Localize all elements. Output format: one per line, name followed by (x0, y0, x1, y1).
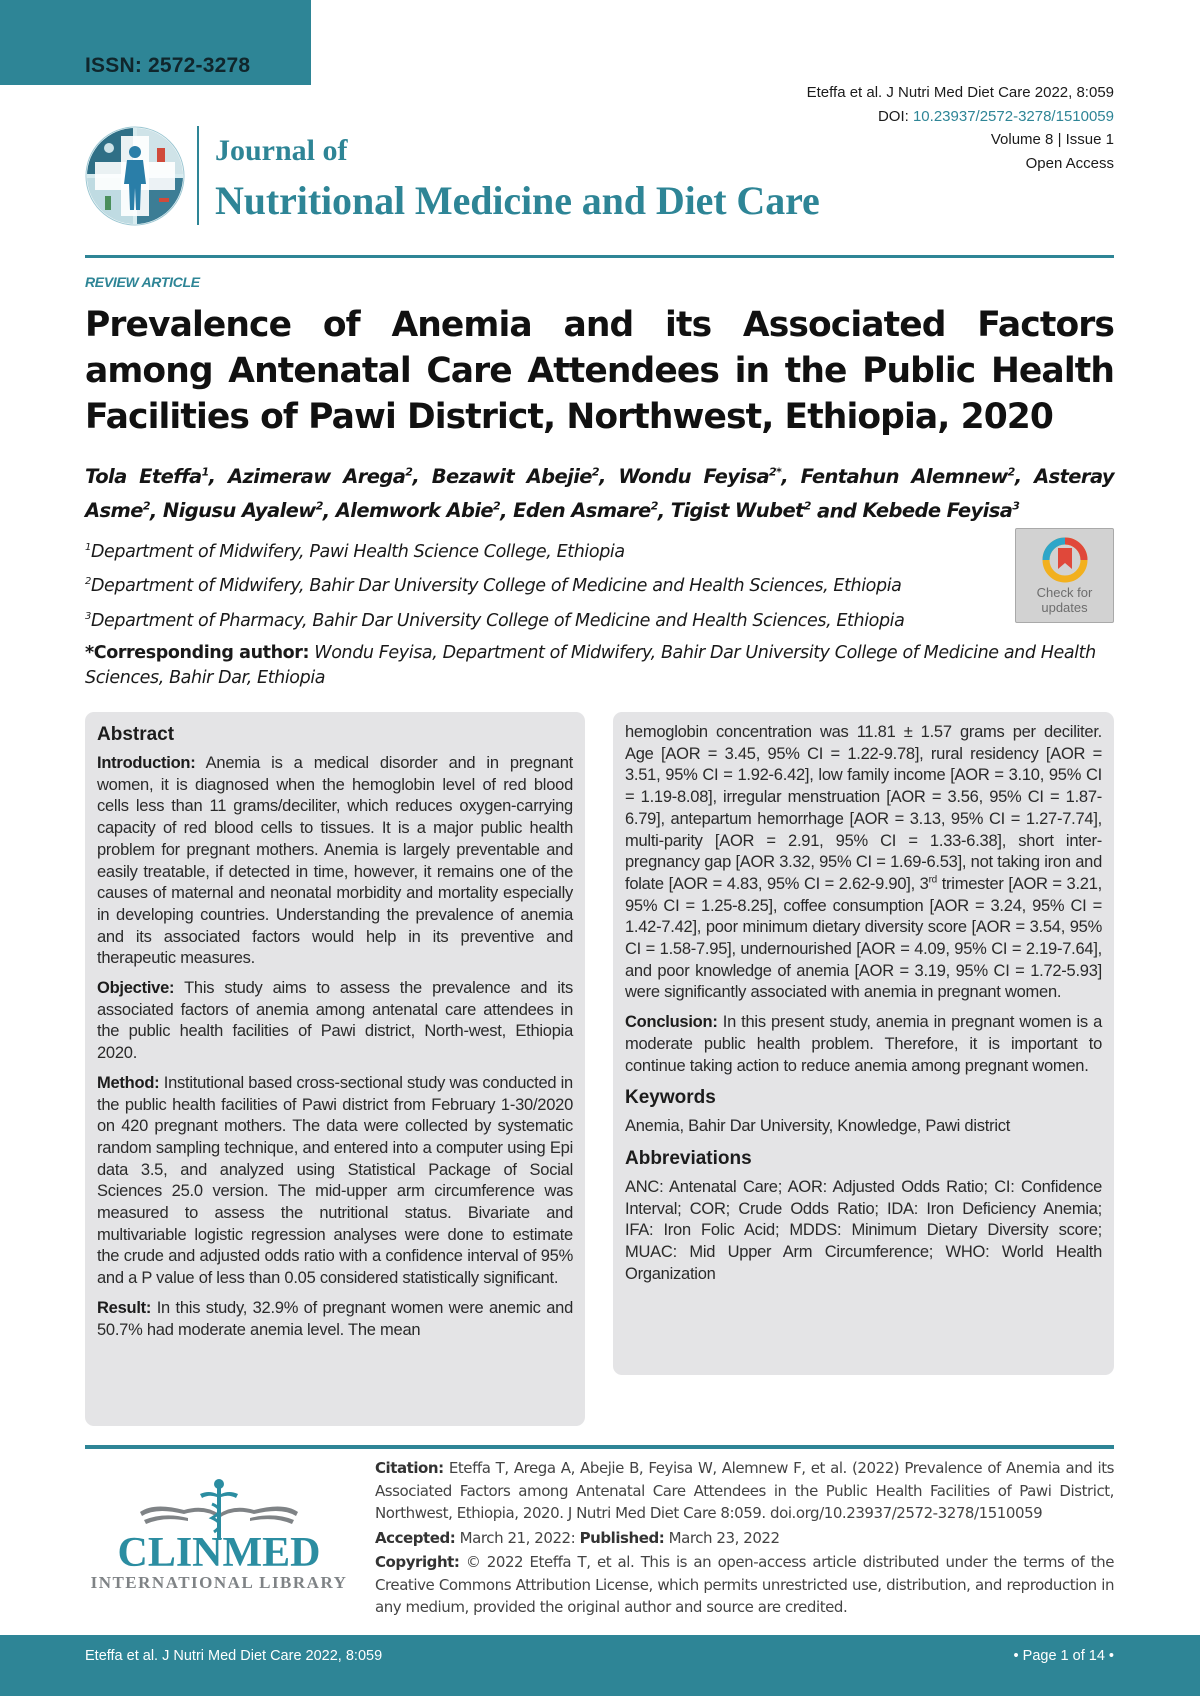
doi-label: DOI: (877, 107, 913, 125)
author: Kebede Feyisa$^3$ (862, 499, 1020, 522)
abstract-result: Result: In this study, 32.9% of pregnant women were anemic and 50.7% had moderate anemia level. The mean (97, 1298, 573, 1339)
author: Asteray Asme$^2$ (85, 464, 1115, 522)
author: Tola Eteffa$^1$ (85, 464, 209, 488)
author-list: Tola Eteffa$^1$, Azimeraw Arega$^2$, Bezawit Abejie$^2$, Wondu Feyisa$^{2*}$, Fentahun Alemnew$^2$, Asteray Asme$^2$, Nigusu Ayalew$^2$, Alemwork Abie$^2$, Eden Asmare$^2$, Tigist Wubet$^2$ and Kebede Feyisa$^3$ (85, 464, 1115, 522)
journal-logo-icon (85, 126, 185, 226)
open-access-label: Open Access (1025, 154, 1114, 172)
author: Nigusu Ayalew$^2$ (162, 499, 323, 522)
article-meta (807, 81, 1114, 175)
article-type: REVIEW ARTICLE (85, 274, 200, 290)
abstract-box-right (613, 712, 1114, 1375)
author: Wondu Feyisa$^{2*}$ (618, 464, 782, 488)
abbreviations-text: ANC: Antenatal Care; AOR: Adjusted Odds Ratio; CI: Confidence Interval; COR; Crude Odds Ratio; IDA: Iron Deficiency Anemia; IFA: Iron Folic Acid; MDDS: Minimum Dietary Diversity score; MUAC: Mid Upper Arm Circumference; WHO: World Health Organization (625, 1177, 1102, 1283)
abstract-objective: Objective: This study aims to assess the prevalence and its associated factors of anemia among antenatal care attendees in the public health facilities of Pawi district, North-west, Ethiopia 2020. (97, 979, 573, 1063)
logo-divider (197, 126, 199, 225)
abstract-box-left (85, 712, 585, 1426)
affiliation: $^1$Department of Midwifery, Pawi Health Science College, Ethiopia (85, 541, 625, 562)
abstract-method: Method: Institutional based cross-sectional study was conducted in the public health facilities of Pawi district from February 1-30/2020 on 420 pregnant mothers. The data were collected by systematic random sampling technique, and entered into a computer using Epi data 3.5, and analyzed using Statistical Package of Social Sciences 25.0 version. The mid-upper arm circumference was measured to assess the nutritional status. Bivariate and multivariable logistic regression analyses were done to estimate the crude and adjusted odds ratio with a confidence interval of 95% and a P value of less than 0.05 considered statistically significant. (97, 1073, 573, 1288)
article-title: Prevalence of Anemia and its Associated Factors among Antenatal Care Attendees in the Public Health Facilities of Pawi District, Northwest, Ethiopia, 2020 (85, 305, 1114, 437)
clinmed-logo-icon (84, 1474, 354, 1594)
author: Azimeraw Arega$^2$ (228, 464, 413, 488)
check-for-updates-button[interactable] (1015, 528, 1114, 623)
footer-rule (85, 1445, 1114, 1449)
check-updates-line2: updates (1041, 600, 1088, 615)
author: Eden Asmare$^2$ (513, 499, 658, 522)
header-rule (85, 255, 1114, 258)
journal-title-line2: Nutritional Medicine and Diet Care (215, 178, 820, 223)
corresponding-author (85, 641, 1114, 691)
citation-text: Citation: Eteffa T, Arega A, Abejie B, Feyisa W, Alemnew F, et al. (2022) Prevalence of Anemia and its Associated Factors among Antenatal Care Attendees in the Public Health Facilities of Pawi District, Northwest, Ethiopia, 2020. J Nutri Med Diet Care 8:059. doi.org/10.23937/2572-3278/1510059 (375, 1459, 1114, 1522)
abstract-heading: Abstract (97, 724, 175, 745)
svg-text:CLINMED: CLINMED (117, 1530, 321, 1576)
author: Alemwork Abie$^2$ (335, 499, 501, 522)
author: Fentahun Alemnew$^2$ (800, 464, 1015, 488)
journal-title-line1: Journal of (215, 134, 348, 167)
copyright-text: Copyright: © 2022 Eteffa T, et al. This is an open-access article distributed under the terms of the Creative Commons Attribution License, which permits unrestricted use, distribution, and reproduction in any medium, provided the original author and source are credited. (375, 1553, 1114, 1616)
abstract-conclusion: Conclusion: In this present study, anemia in pregnant women is a moderate public health problem. Therefore, it is important to continue taking action to reduce anemia among pregnant women. (625, 1013, 1102, 1075)
abbreviations-heading: Abbreviations (625, 1147, 752, 1169)
footer-citation: Eteffa et al. J Nutri Med Diet Care 2022, 8:059 (85, 1648, 383, 1664)
keywords-heading: Keywords (625, 1087, 716, 1109)
author: Bezawit Abejie$^2$ (431, 464, 599, 488)
check-updates-line1: Check for (1036, 585, 1093, 600)
abstract-introduction: Introduction: Anemia is a medical disorder and in pregnant women, it is diagnosed when the hemoglobin level of red blood cells less than 11 grams/deciliter, which reduces oxygen-carrying capacity of red blood cells to tissues. It is a major public health problem for pregnant mothers. Anemia is largely preventable and easily treatable, if detected in time, however, it remains one of the causes of maternal and neonatal morbidity and mortality especially in developing countries. Understanding the prevalence of anemia and its associated factors would help in its preventive and therapeutic measures. (97, 754, 573, 968)
affiliation-list (85, 533, 904, 636)
corresponding-text: Wondu Feyisa, Department of Midwifery, Bahir Dar University College of Medicine and Health Sciences, Bahir Dar, Ethiopia (85, 643, 1096, 688)
volume-issue: Volume 8 | Issue 1 (990, 131, 1114, 148)
check-updates-icon (1039, 536, 1091, 584)
page-number: • Page 1 of 14 • (1013, 1648, 1114, 1664)
citation-short: Eteffa et al. J Nutri Med Diet Care 2022, 8:059 (806, 84, 1114, 101)
issn-text: ISSN: 2572-3278 (85, 54, 251, 77)
page-footer (0, 1635, 1200, 1696)
affiliation: $^2$Department of Midwifery, Bahir Dar University College of Medicine and Health Sciences, Ethiopia (85, 576, 902, 597)
doi-link[interactable]: 10.23937/2572-3278/1510059 (912, 107, 1114, 125)
citation-block (375, 1457, 1114, 1621)
keywords-text: Anemia, Bahir Dar University, Knowledge, Pawi district (625, 1117, 1011, 1136)
doi-line (807, 105, 1114, 129)
dates-line: Accepted: March 21, 2022: Published: March 23, 2022 (375, 1528, 780, 1547)
author: Tigist Wubet$^2$ (670, 499, 811, 522)
corresponding-label: *Corresponding author: (85, 643, 310, 663)
abstract-result-continued: hemoglobin concentration was 11.81 ± 1.57 grams per deciliter. Age [AOR = 3.45, 95% CI = 1.22-9.78], rural residency [AOR = 3.51, 95% CI = 1.92-6.42], low family income [AOR = 3.10, 95% CI = 1.19-8.08], irregular menstruation [AOR = 3.56, 95% CI = 1.87-6.79], antepartum hemorrhage [AOR = 3.13, 95% CI = 1.27-7.74], multi-parity [AOR = 2.91, 95% CI = 1.33-6.38], short inter-pregnancy gap [AOR 3.32, 95% CI = 1.69-6.53], not taking iron and folate [AOR = 4.83, 95% CI = 2.62-9.90], 3rd trimester [AOR = 3.21, 95% CI = 1.25-8.25], coffee consumption [AOR = 3.24, 95% CI = 1.42-7.42], poor minimum dietary diversity score [AOR = 3.54, 95% CI = 1.58-7.95], undernourished [AOR = 4.09, 95% CI = 2.19-7.64], and poor knowledge of anemia [AOR = 3.19, 95% CI = 1.72-5.93] were significantly associated with anemia in pregnant women. (625, 723, 1102, 1002)
issn-banner (0, 0, 311, 85)
svg-text:INTERNATIONAL LIBRARY: INTERNATIONAL LIBRARY (90, 1573, 348, 1592)
affiliation: $^3$Department of Pharmacy, Bahir Dar University College of Medicine and Health Sciences, Ethiopia (85, 610, 905, 631)
